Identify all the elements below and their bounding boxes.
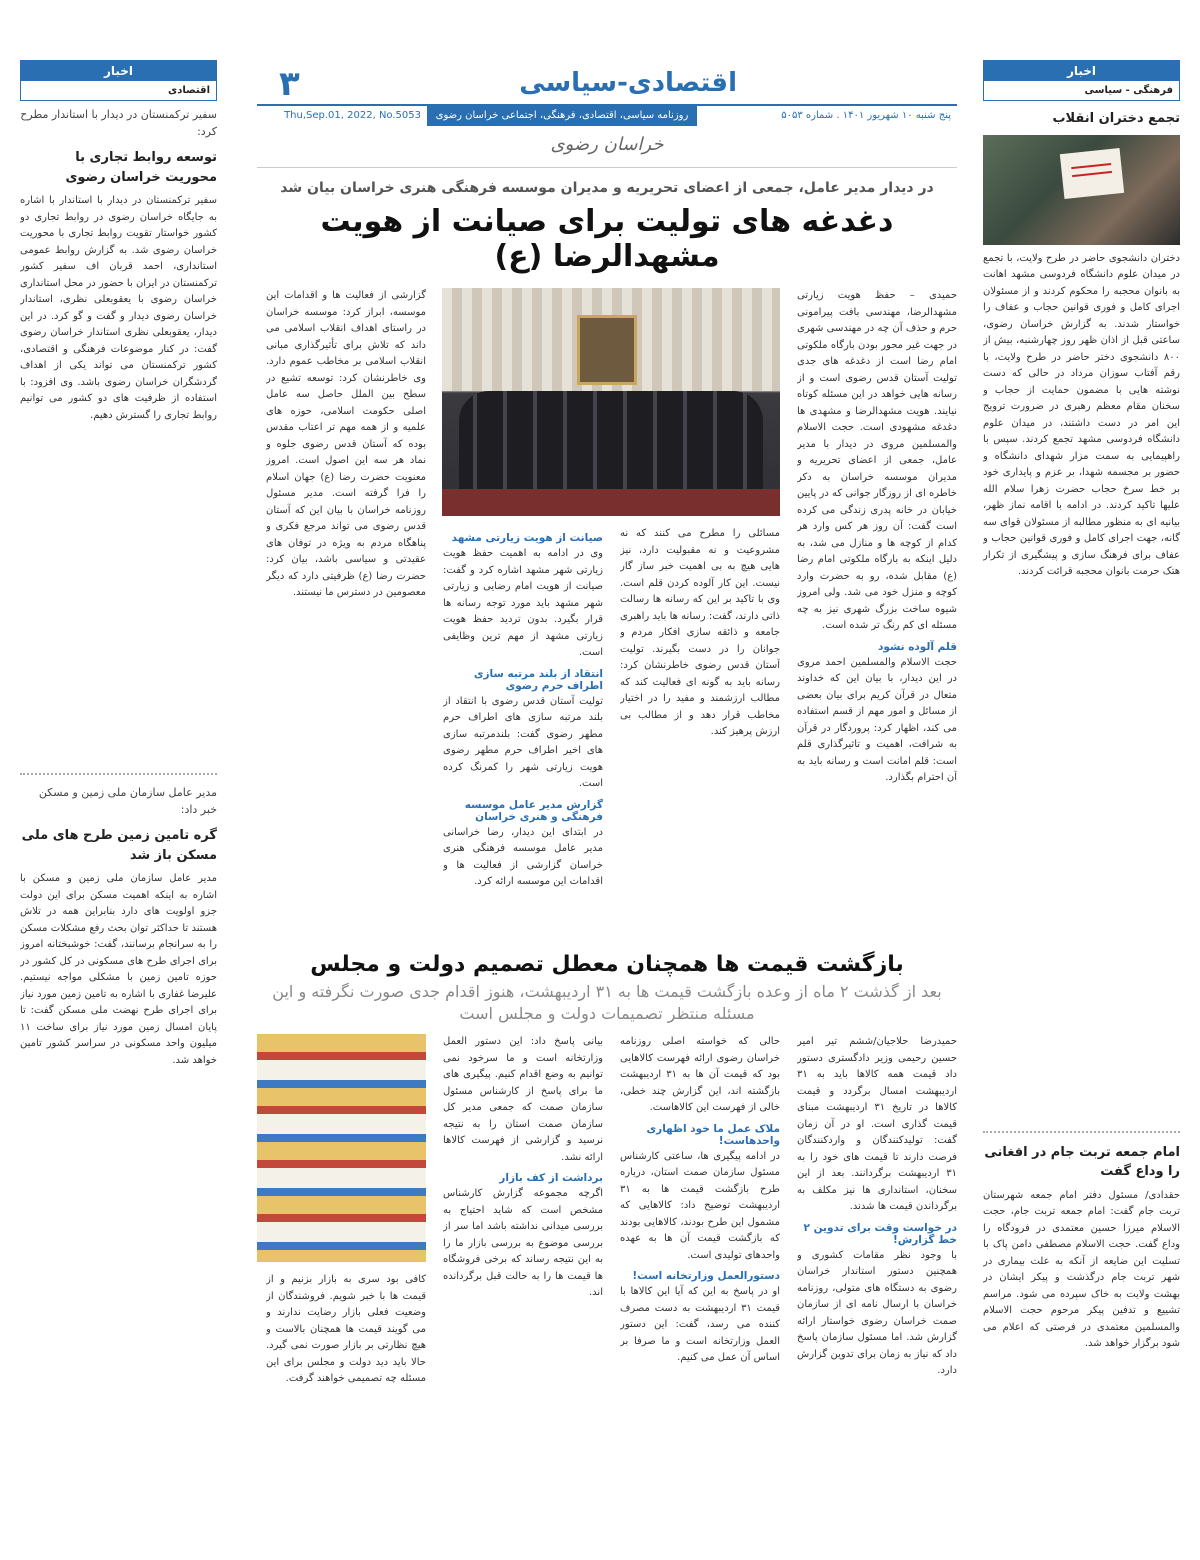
story-text: مسائلی را مطرح می کنند که نه مشروعیت و نه مقبولیت دارد، نیز هایی هیچ به بی اهمیت خبر ساز گار نیست. این کار آلوده کردن قلم است. وی با تاکید بر این که رسانه ها رسالت ذاتی دارند، گفت: رسانه ها باید راهبری جامعه و ذائقه سازی افکار مردم و جوانان را در دست بگیرند. تولیت آستان قدس رضوی خاطرنشان کرد: رسانه باید به گونه ای فعالیت کند که مطالب ارزشمند و مفید را در اختیار مخاطب قرار دهد و از مطالب بی ارزش پرهیز کند. [620,528,780,737]
paper-description: روزنامه سیاسی، اقتصادی، فرهنگی، اجتماعی خراسان رضوی [427,106,697,126]
sidebar-tag: اخبار [21,61,216,81]
sidebar-tag: اخبار [984,61,1179,81]
story-text: حمیدی – حفظ هویت زیارتی مشهدالرضا، مهندسی بافت پیرامونی حرم و حذف آن چه در مهندسی شهری در جهت غیر محور بودن بارگاه ملکوتی امام رضا است از دغدغه های جدی تولیت آستان قدس رضوی است و از رسانه هایی خواهد در این مسئله کوتاه نیایند. هویت مشهدالرضا و مشهدی ها دغدغه مشهودی است. حجت الاسلام والمسلمین مروی در دیدار با مدیر عامل، جمعی از اعضای تحریریه و مدیران موسسه خراسان به دکر خاطره ای از روزگار جوانی که در پایین خیابان در خانه پدری زندگی می کرده است گفت: آن روز هر کس وارد هر کدام از کوچه ها و منازل می شد، به دلیل اینکه به بارگاه ملکوتی امام رضا (ع) مقابل شده، رو به حضرت وارد کوچه و منزل خود می شد. ولی امروز شیوه ساخت بزرگ شهری نیز به چه مسئله ای کم رنگ تر شده است. [797,290,957,631]
news-title: گره تامین زمین طرح های ملی مسکن باز شد [21,828,217,863]
story-subhead: صیانت از هویت زیارتی مشهد [451,532,603,544]
story-headline: دغدغه های تولیت برای صیانت از هویت مشهدالرضا (ع) [320,204,894,274]
story-headline: بازگشت قیمت ها همچنان معطل تصمیم دولت و مجلس [310,952,904,977]
story-text: اگرچه مجموعه گزارش کارشناس مشخص است که شاید احتیاج به بررسی میدانی نداشته باشد اما سر از بررسی موضوع به بررسی بازار ما را به این نتیجه رساند که برخی فروشگاه ها قیمت ها را به حالت قبل برگردانده اند. [443,1188,603,1299]
page-header [257,58,957,168]
right-sidebar [983,60,1180,1540]
left-sidebar [20,60,217,1540]
story-column [266,288,426,938]
date-english: Thu,Sep.01, 2022, No.5053 [284,110,421,121]
group-photo [442,288,780,516]
news-title: امام جمعه تربت جام در افغانی را وداع گفت [984,1144,1180,1179]
story-text: حالی که خواسته اصلی روزنامه خراسان رضوی ارائه فهرست کالاهایی بود که قیمت آن ها به ۳۱ اردیبهشت بازگشته اند، این گزارش چند خطی، خالی از فهرست این کالاهاست. [620,1036,780,1114]
news-pretitle: سفیر ترکمنستان در دیدار با استاندار مطرح کرد: [20,108,217,138]
paper-logo: خراسان رضوی [550,134,664,155]
news-body: حقدادی/ مسئول دفتر امام جمعه شهرستان تربت جام گفت: امام جمعه تربت جام، حجت الاسلام میرزا حسین معتمدی در فرودگاه را وداع گفت. حجت الاسلام مصطفی دامن پاک با تسلیت این ضایعه از آنکه به علت بیماری در شهر تربت جام درگذشت و پیکر ایشان در بهشت ولایت به خاک سپرده می شود. مراسم تشییع و تدفین پیکر مرحوم حجت الاسلام والمسلمین معتمدی در فرصتی که اعلام می شود برگزار خواهد شد. [983,1189,1180,1349]
page-number: ۳ [279,64,300,104]
news-body: سفیر ترکمنستان در دیدار با استاندار با اشاره به جایگاه خراسان رضوی در روابط تجاری دو کشور خواستار تقویت روابط تجاری با محوریت خراسان رضوی شد. به گزارش روابط عمومی استانداری، احمد قربان اف سفیر کشور ترکمنستان در ایران با حضور در محل استانداری خراسان رضوی با یعقوبعلی نظری، استاندار خراسان رضوی دیدار و گفت و گو کرد. در این دیدار، یعقوبعلی نظری استاندار خراسان رضوی گفت: در کنار موضوعات فرهنگی و اقتصادی، کشور ترکمنستان می تواند یکی از اهداف گردشگران خراسان رضوی باشد. وی افزود: با استفاده از ظرفیت های دو کشور می توانیم روابط تجاری را گسترش دهیم. [20,195,217,421]
second-story [257,1034,957,1538]
story-subhead: دستورالعمل وزارتخانه است! [632,1270,780,1283]
story-text: وی در ادامه به اهمیت حفظ هویت زیارتی شهر مشهد اشاره کرد و گفت: صیانت از هویت امام رضایی و زیارتی شهر مشهد باید مورد توجه رسانه ها قرار بگیرد. بدون تردید حفظ هویت زیارتی مشهد از مهم ترین وظایفی است. [443,548,603,658]
story-text: با وجود نظر مقامات کشوری و همچنین دستور استاندار خراسان رضوی به دستگاه های متولی، روزنامه خراسان با ارسال نامه ای از سازمان صمت خراسان رضوی خواستار ارائه گزارش شد. اما مسئول سازمان پاسخ داد که نیاز به زمان برای تدوین گزارش دارد. [797,1249,957,1377]
story-text: کافی بود سری به بازار بزنیم و از قیمت ها با خبر شویم. فروشندگان از وضعیت فعلی بازار رضایت ندارند و می گویند قیمت ها همچنان بالاست و هیچ نظارتی بر بازار صورت نمی گیرد. حالا باید دید دولت و مجلس برای این مسئله چه تصمیمی خواهند گرفت. [266,1274,426,1385]
story-text: در ابتدای این دیدار، رضا خراسانی مدیر عامل موسسه فرهنگی هنری خراسان گزارشی از فعالیت ها و اقدامات این موسسه ارائه کرد. [443,826,603,887]
news-body: دختران دانشجوی حاضر در طرح ولایت، با تجمع در میدان علوم دانشگاه فردوسی مشهد اهانت به بانوان محجبه را محکوم کردند و از مسئولان اجرای کامل و فوری قوانین حجاب و عفاف را خواستار شدند. به گزارش خراسان رضوی، ساعتی قبل از اذان ظهر روز چهارشنبه، بیش از ۸۰۰ دانشجوی دختر حاضر در طرح ولایت، با رقم آفتاب سوزان مرداد در حالی که دست نوشته هایی با مضمون حمایت از حجاب و سخنان مقام معظم رهبری در ضرورت ترویج این امر در دست داشتند، در میدان علوم دانشگاه فردوسی مشهد تجمع کردند. سپس با راهپیمایی به سمت مزار شهدای دانشگاه و حضور بر مجسمه شهدا، بر عزم و پایداری خود بر خط سرخ حجاب حضرت زهرا سلام الله علیها تاکید کردند. در ادامه با اقامه نماز ظهر، بیانیه ای به منظور مطالبه از مسئولان قوای سه گانه، جهت اجرای کامل و فوری قوانین حجاب و عفاف برای فرهنگ سازی و پیشگیری از تکرار هتک حرمت بانوان محجبه قرائت کردند. [983,252,1180,577]
story-column [620,1034,780,1538]
story-subhead: انتقاد از بلند مرتبه سازی اطراف حرم رضوی [473,667,603,692]
news-title: توسعه روابط تجاری با محوریت خراسان رضوی [65,150,217,185]
story-subhead: قلم آلوده نشود [877,640,957,653]
story-subhead: در خواست وقت برای تدوین ۲ خط گزارش! [803,1221,957,1246]
story-subhead: ملاک عمل ما خود اظهاری واحدهاست! [646,1122,780,1147]
story-text: حجت الاسلام والمسلمین احمد مروی در این دیدار، با بیان این که خداوند متعال در قرآن کریم برای بیان بعضی از مسائل و امور مهم از قسم استفاده می کند، اظهار کرد: پروردگار در قرآن به شرافت، اهمیت و تاثیرگذاری قلم است: قلم امانت است و رسانه باید به آن احترام بگذارد. [797,656,957,783]
story-column [443,1034,603,1538]
lead-story [257,288,957,938]
sidebar-category: اقتصادی [168,85,210,96]
date-persian: پنج شنبه ۱۰ شهریور ۱۴۰۱ . شماره ۵۰۵۳ [781,110,951,121]
story-column [620,526,780,938]
story-kicker: در دیدار مدیر عامل، جمعی از اعضای تحریریه و مدیران موسسه فرهنگی هنری خراسان بیان شد [280,180,934,196]
header-info-bar [257,104,957,126]
protest-photo [983,135,1180,245]
right-sidebar-header [983,60,1180,101]
story-text: در ادامه پیگیری ها، ساعتی کارشناس مسئول سازمان صمت استان، درباره طرح بازگشت قیمت ها به ۳۱ اردیبهشت توضیح داد: کالاهایی که مشمول این طرح بودند، کالاهایی بودند که بازگشت قیمت آن ها به عهده واحدهای تولیدی است. [620,1150,780,1261]
story-text: گزارشی از فعالیت ها و اقدامات این موسسه، ابراز کرد: موسسه خراسان در راستای اهداف انقلاب اسلامی می داند که تلاش برای تأثیرگذاری مبانی انقلاب اسلامی بر مخاطب عموم دارد. وی خاطرنشان کرد: توسعه تشیع در سطح بین الملل حاصل سه عامل اصلی حکومت اسلامی، حوزه های علمیه و از همه مهم تر اعتاب مقدس بوده که آستان قدس رضوی جلوه و نماد هر سه این اصول است. امروز معنویت حضرت رضا (ع) جهان اسلام را فرا گرفته است. مدیر مسئول روزنامه خراسان با بیان این که آستان قدس رضوی می تواند مرجع فکری و پناهگاه مردم به ویژه در توفان های عقیدتی و سیاسی باشد، بیان کرد: حضرت رضا (ع) ظرفیتی دارد که دیگر معصومین در دسترس ما نیستند. [266,290,426,598]
story-subhead: برداشت از کف بازار [499,1172,603,1185]
story-text: حمیدرضا حلاجیان/ششم تیر امیر حسین رحیمی وزیر دادگستری دستور داد قیمت همه کالاها باید به ۳۱ اردیبهشت امسال برگردد و قیمت کالاها در تاریخ ۳۱ اردیبهشت مبنای قیمت گذاری است. او در آن زمان گفت: تولیدکنندگان و واردکنندگان فرصت دارند تا قیمت های خود را به ۳۱ اردیبهشت برگردانند. بعد از این سخنان، استانداری ها نیز مکلف به برگرداندن قیمت ها شدند. [797,1036,957,1213]
story-text: بیانی پاسخ داد: این دستور العمل وزارتخانه است و ما سرخود نمی توانیم به وضع اقدام کنیم. پیگیری های ما برای پاسخ از کارشناس مسئول سازمان صمت که جمعی مدیر کل سازمان صمت استان را به نتیجه نرسید و گزارشی از فهرست کالاها ارائه نشد. [443,1036,603,1163]
story-subhead: گزارش مدیر عامل موسسه فرهنگی و هنری خراسان [464,798,603,823]
news-title: تجمع دختران انقلاب [1052,111,1180,126]
market-photo [257,1034,426,1262]
divider [20,773,217,775]
story-column [266,1272,426,1538]
story-column [797,288,957,938]
left-sidebar-header [20,60,217,101]
story-subtitle: بعد از گذشت ۲ ماه از وعده بازگشت قیمت ها به ۳۱ اردیبهشت، هنوز اقدام جدی صورت نگرفته و این مسئله منتظر تصمیمات دولت و مجلس است [272,982,942,1023]
news-pretitle: مدیر عامل سازمان ملی زمین و مسکن خبر داد: [38,786,217,816]
story-column [797,1034,957,1538]
story-text: تولیت آستان قدس رضوی با انتقاد از بلند مرتبه سازی های اطراف حرم مطهر رضوی گفت: بلندمرتبه سازی های اخیر اطراف حرم مطهر رضوی هویت زیارتی شهر را کمرنگ کرده است. [443,695,603,789]
story-text: او در پاسخ به این که آیا این کالاها با قیمت ۳۱ اردیبهشت به دست مصرف کننده می رسد، گفت: این دستور العمل وزارتخانه است و ما صرفا بر اساس آن عمل می کنیم. [620,1286,780,1364]
divider [983,1131,1180,1133]
section-title: اقتصادی-سیاسی [519,68,737,98]
sidebar-category: فرهنگی - سیاسی [1084,85,1173,96]
story-column [443,526,603,938]
news-body: مدیر عامل سازمان ملی زمین و مسکن با اشاره به اینکه اهمیت مسکن برای این دولت جزو اولویت های دارد بنابراین همه در تلاش هستند تا حداکثر توان بحث رفع مشکلات مسکن را به سرانجام برسانند، گفت: خوشبختانه امروز برای اجرای طرح های مسکونی در کل کشور در حوزه تامین زمین با مشکلی مواجه نیستیم. علیرضا غفاری با اشاره به تامین زمین مورد نیاز برای اجرای طرح نهضت ملی مسکن گفت: تا پایان امسال زمین مورد نیاز برای ساخت ۱۱ میلیون واحد مسکونی در سراسر کشور تامین خواهد شد. [20,873,217,1066]
main-content [257,58,957,1538]
